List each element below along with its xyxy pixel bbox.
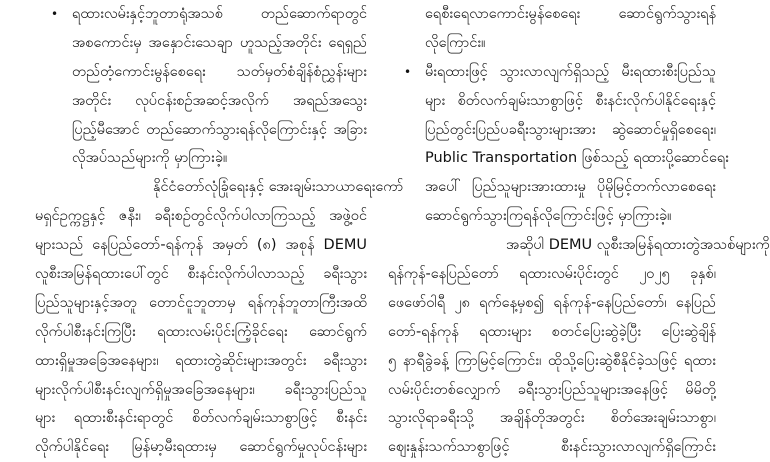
bullet-icon: • <box>51 7 59 21</box>
bullet-icon: • <box>404 64 412 79</box>
text-line: လိုက်ပါစီးနင်းကြပြီး ရထားလမ်းပိုင်းကြံ့ခိုင်ရေး ဆောင်ရွက် <box>35 323 367 340</box>
line-text: ရထားလမ်းနှင့်ဘူတာရုံအသစ် တည်ဆောက်ရာတွင် <box>72 6 367 22</box>
text-line: သွားလိုရာခရီးသို့ အချိန်တိုအတွင်း စိတ်အေးချမ်းသာစွာ၊ <box>388 410 716 427</box>
text-line: ရေစီးရေလာကောင်းမွန်စေရေး ဆောင်ရွက်သွားရန် <box>425 6 716 22</box>
paragraph <box>388 231 770 462</box>
right-column <box>388 0 770 462</box>
text-line: ပြည်တွင်းပြည်ပခရီးသွားများအား ဆွဲဆောင်မှုရှိစေရေး၊ <box>425 121 716 138</box>
text-line: ၅ နာရီခွဲခန့် ကြာမြင့်ကြောင်း၊ ထိုသို့ပြေးဆွဲစီနိုင်ခဲ့သဖြင့် ရထား <box>388 352 716 369</box>
left-column <box>35 0 404 462</box>
text-line: ဈေးနှုန်းသက်သာစွာဖြင့် စီးနင်းသွားလာလျက်ရှိကြောင်း <box>388 439 716 456</box>
text-line: တည်တံ့ကောင်းမွန်စေရေး သတ်မှတ်စံချိန်စံညွှန်းများ <box>72 63 367 80</box>
text-line: အတိုင်း လုပ်ငန်းစဉ်အဆင့်အလိုက် အရည်အသွေး <box>72 92 367 109</box>
bullet-item-2 <box>388 58 729 231</box>
text-line: မရှင်ဥက္ကဋ္ဌနှင့် ဇနီး၊ ခရီးစဉ်တွင်လိုက်ပါလာကြသည့် အဖွဲ့ဝင် <box>35 208 367 225</box>
text-line: လူစီးအမြန်ရထားပေါ်တွင် စီးနင်းလိုက်ပါလာသည့် ခရီးသွား <box>35 266 367 283</box>
text-line: ရန်ကုန်-နေပြည်တော် ရထားလမ်းပိုင်းတွင် ၂၀၂၅ ခုနှစ်၊ <box>388 266 716 283</box>
text-line <box>35 0 367 29</box>
text-line: များသည် နေပြည်တော်-ရန်ကုန် အမှတ် (၈) အစုန် DEMU <box>35 237 367 254</box>
text-line <box>388 58 716 87</box>
line-text: မီးရထားဖြင့် သွားလာလျက်ရှိသည့် မီးရထားစီးပြည်သူ <box>425 63 716 80</box>
text-line: လိုက်ပါနိုင်ရေး မြန်မာ့မီးရထားမှ ဆောင်ရွက်မှုလုပ်ငန်းများ <box>35 439 367 456</box>
text-line: လိုကြောင်း။ <box>425 34 486 51</box>
text-line: များ စိတ်လက်ချမ်းသာစွာဖြင့် စီးနင်းလိုက်ပါနိုင်ရေးနှင့် <box>425 92 716 109</box>
text-line: Public Transportation ဖြစ်သည့် ရထားပို့ဆောင်ရေး <box>425 150 729 167</box>
text-line: များလိုက်ပါစီးနင်းလျက်ရှိမှုအခြေအနေများ၊ ခရီးသွားပြည်သူ <box>35 381 367 398</box>
text-line: များ ရထားစီးနင်းရာတွင် စိတ်လက်ချမ်းသာစွာဖြင့် စီးနင်း <box>35 410 367 427</box>
text-line: အစကောင်းမှ အနှောင်းသေချာ ဟူသည့်အတိုင်း ရေရှည် <box>72 34 367 51</box>
text-line: ပြည်သူများနှင့်အတူ တောင်ငူဘူတာမှ ရန်ကုန်ဘူတာကြီးအထိ <box>35 294 367 311</box>
text-line: နိုင်ငံတော်လုံခြုံရေးနှင့် အေးချမ်းသာယာရေးကော် <box>153 179 404 196</box>
paragraph <box>35 173 404 462</box>
text-line: ဆောင်ရွက်သွားကြရန်လိုကြောင်းဖြင့် မှာကြားခဲ့။ <box>425 208 672 225</box>
continued-text <box>388 0 716 58</box>
text-line: အပေါ် ပြည်သူများအားထားမှု ပိုမိုမြင့်တက်လာစေရေး <box>425 179 716 196</box>
text-line: အဆိုပါ DEMU လူစီးအမြန်ရထားတွဲအသစ်များကို <box>506 237 770 254</box>
text-line: ထားရှိမှုအခြေအနေများ၊ ရထားတွဲဆိုင်းများအတွင်း ခရီးသွား <box>35 352 367 369</box>
text-line: ပြည့်မီအောင် တည်ဆောက်သွားရန်လိုကြောင်းနှင့် အခြား <box>72 121 367 138</box>
bullet-item-1 <box>35 0 367 173</box>
text-line: လိုအပ်သည်များကို မှာကြားခဲ့။ <box>72 150 228 167</box>
text-line: လမ်းပိုင်းတစ်လျှောက် ခရီးသွားပြည်သူများအနေဖြင့် မိမိတို့ <box>388 381 716 398</box>
text-line: ဖေဖော်ဝါရီ ၂၈ ရက်နေ့မှစ၍ ရန်ကုန်-နေပြည်တော်၊ နေပြည် <box>388 294 716 311</box>
text-line: တော်-ရန်ကုန် ရထားများ စတင်ပြေးဆွဲခဲ့ပြီး ပြေးဆွဲချိန် <box>388 323 716 340</box>
